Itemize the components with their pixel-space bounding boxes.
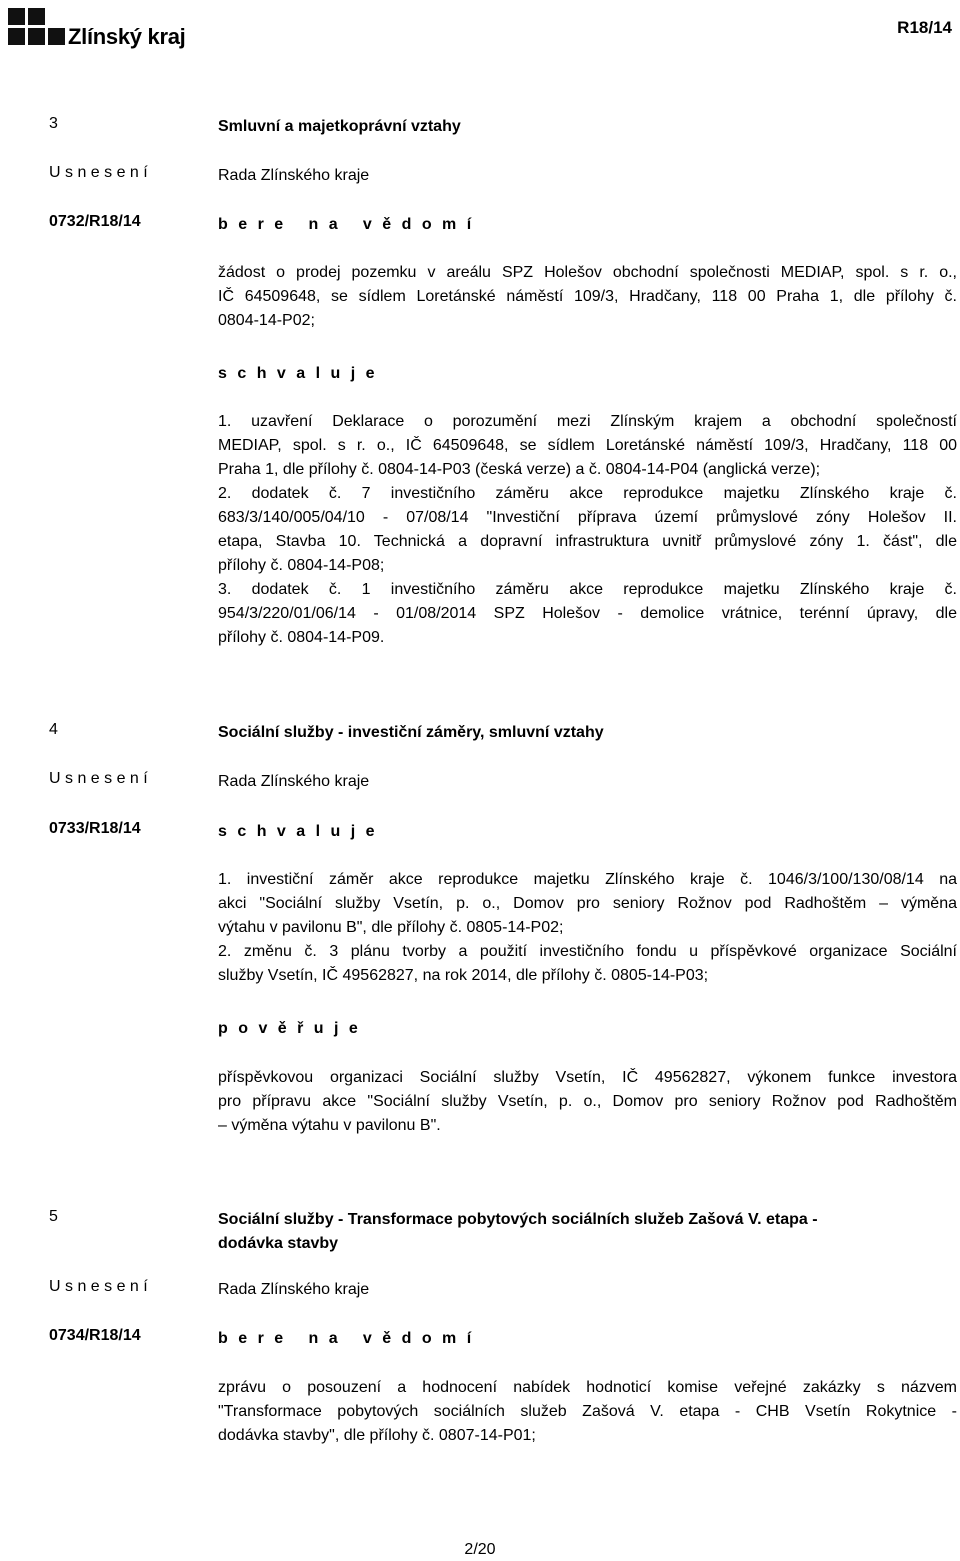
text-line: přílohy č. 0804-14-P08; <box>218 557 385 574</box>
rada-label: Rada Zlínského kraje <box>218 167 370 184</box>
rada-label: Rada Zlínského kraje <box>218 773 370 790</box>
verb-poveruje: p o v ě ř u j e <box>218 1020 361 1037</box>
text-line: výtahu v pavilonu B", dle přílohy č. 0805-14-P02; <box>218 919 564 936</box>
text-line: 2. změnu č. 3 plánu tvorby a použití investičního fondu u příspěvkové organizace Sociální <box>218 943 957 960</box>
section-title: Smluvní a majetkoprávní vztahy <box>218 118 461 135</box>
resolution-code: 0732/R18/14 <box>49 213 141 230</box>
text-line: Praha 1, dle přílohy č. 0804-14-P03 (česká verze) a č. 0804-14-P04 (anglická verze); <box>218 461 821 478</box>
text-line: 954/3/220/01/06/14 - 01/08/2014 SPZ Holešov - demolice vrátnice, terénní úpravy, dle <box>218 605 957 622</box>
section-title <box>218 1208 957 1256</box>
items-paragraph <box>218 868 957 988</box>
paragraph <box>218 1376 957 1448</box>
text-line: žádost o prodej pozemku v areálu SPZ Holešov obchodní společnosti MEDIAP, spol. s r. o., <box>218 264 957 281</box>
verb-schvaluje: s c h v a l u j e <box>218 365 378 382</box>
text-line: 3. dodatek č. 1 investičního záměru akce reprodukce majetku Zlínského kraje č. <box>218 581 957 598</box>
verb-bere-na-vedomi: b e r e n a v ě d o m í <box>218 216 475 233</box>
section-title: Sociální služby - investiční záměry, smluvní vztahy <box>218 724 604 741</box>
logo-text: Zlínský kraj <box>68 24 186 49</box>
logo-squares-icon <box>8 8 68 54</box>
section-number: 3 <box>49 115 58 132</box>
items-paragraph <box>218 410 957 650</box>
page-header <box>0 0 960 60</box>
text-line: 683/3/140/005/04/10 - 07/08/14 "Investiční příprava území průmyslové zóny Holešov II. <box>218 509 957 526</box>
usneseni-label: U s n e s e n í <box>49 1278 148 1295</box>
text-line: příspěvkovou organizaci Sociální služby Vsetín, IČ 49562827, výkonem funkce investora <box>218 1069 957 1086</box>
text-line: pro přípravu akce "Sociální služby Vsetín, p. o., Domov pro seniory Rožnov pod Radhoštěm <box>218 1093 957 1110</box>
text-line: přílohy č. 0804-14-P09. <box>218 629 385 646</box>
resolution-code: 0734/R18/14 <box>49 1327 141 1344</box>
text-line: – výměna výtahu v pavilonu B". <box>218 1117 441 1134</box>
text-line: služby Vsetín, IČ 49562827, na rok 2014, dle přílohy č. 0805-14-P03; <box>218 967 709 984</box>
text-line: zprávu o posouzení a hodnocení nabídek hodnoticí komise veřejné zakázky s názvem <box>218 1379 957 1396</box>
text-line: akci "Sociální služby Vsetín, p. o., Domov pro seniory Rožnov pod Radhoštěm – výměna <box>218 895 957 912</box>
text-line: dodávka stavby", dle přílohy č. 0807-14-P01; <box>218 1427 536 1444</box>
rada-label: Rada Zlínského kraje <box>218 1281 370 1298</box>
document-code: R18/14 <box>897 18 952 37</box>
page-number: 2/20 <box>464 1541 496 1558</box>
paragraph <box>218 1066 957 1138</box>
title-line: dodávka stavby <box>218 1235 339 1252</box>
paragraph <box>218 261 957 333</box>
text-line: 2. dodatek č. 7 investičního záměru akce reprodukce majetku Zlínského kraje č. <box>218 485 957 502</box>
text-line: 1. uzavření Deklarace o porozumění mezi Zlínským krajem a obchodní společností <box>218 413 957 430</box>
text-line: 1. investiční záměr akce reprodukce majetku Zlínského kraje č. 1046/3/100/130/08/14 na <box>218 871 957 888</box>
text-line: etapa, Stavba 10. Technická a dopravní infrastruktura uvnitř průmyslové zóny 1. část", dle <box>218 533 957 550</box>
verb-schvaluje: s c h v a l u j e <box>218 823 378 840</box>
section-number: 4 <box>49 721 58 738</box>
text-line: MEDIAP, spol. s r. o., IČ 64509648, se sídlem Loretánské náměstí 109/3, Hradčany, 118 00 <box>218 437 957 454</box>
usneseni-label: U s n e s e n í <box>49 770 148 787</box>
text-line: "Transformace pobytových sociálních služeb Zašová V. etapa - CHB Vsetín Rokytnice - <box>218 1403 957 1420</box>
section-number: 5 <box>49 1208 58 1225</box>
text-line: 0804-14-P02; <box>218 312 315 329</box>
title-line: Sociální služby - Transformace pobytových sociálních služeb Zašová V. etapa - <box>218 1211 818 1228</box>
text-line: IČ 64509648, se sídlem Loretánské náměstí 109/3, Hradčany, 118 00 Praha 1, dle přílohy č. <box>218 288 957 305</box>
usneseni-label: U s n e s e n í <box>49 164 148 181</box>
resolution-code: 0733/R18/14 <box>49 820 141 837</box>
verb-bere-na-vedomi: b e r e n a v ě d o m í <box>218 1330 475 1347</box>
